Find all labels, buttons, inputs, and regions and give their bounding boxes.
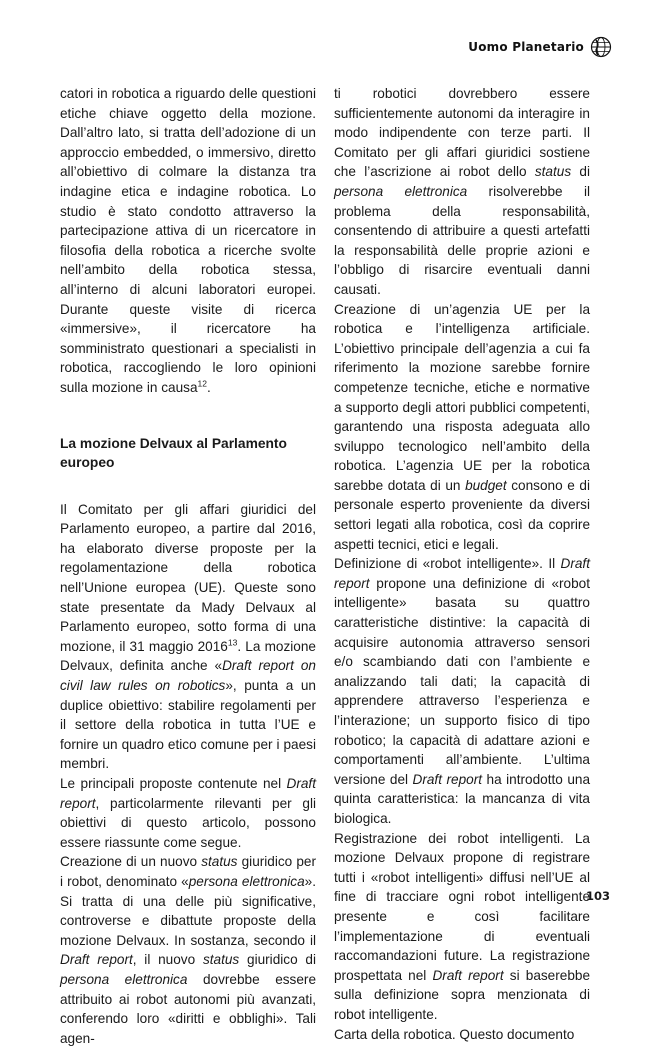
page-number: 103 bbox=[585, 889, 610, 903]
right-column bbox=[334, 84, 590, 1044]
paragraph: Il Comitato per gli affari giuridici del Parlamento europeo, a partire dal 2016, ha elaborato diverse proposte per la regolamentazione della robotica nell’Unione europea (UE). Queste sono state presentate da Mady Delvaux al Parlamento europeo, sotto forma di una mozione, il 31 maggio 2016$^{13}$. La mozione Delvaux, definita anche «Draft report on civil law rules on robotics», punta a un duplice obiettivo: stabilire regolamenti per il settore della robotica in tutta l’UE e fornire un quadro etico comune per i paesi membri. bbox=[60, 501, 316, 772]
running-header bbox=[468, 36, 612, 58]
globe-icon bbox=[590, 36, 612, 58]
paragraph: Carta della robotica. Questo documento bbox=[334, 1026, 575, 1042]
footnote-ref: 13 bbox=[227, 637, 238, 648]
left-column bbox=[60, 84, 316, 1048]
paragraph: catori in robotica a riguardo delle questioni etiche chiave oggetto della mozione. Dall’altro lato, si tratta dell’adozione di un approccio embedded, o immersivo, diretto all’obiettivo di colmare la distanza tra indagine etica e indagine robotica. Lo studio è stato condotto attraverso la partecipazione attiva di un ricercatore in filosofia della robotica a ricerche svolte nell’ambito della robotica stessa, all’interno di alcuni laboratori europei. Durante queste visite di ricerca «immersive», il ricercatore ha somministrato questionari a specialisti in robotica, raccogliendo le loro opinioni sulla mozione in causa$^{12}$. bbox=[60, 86, 316, 395]
running-header-title: Uomo Planetario bbox=[468, 40, 584, 54]
paragraph: Le principali proposte contenute nel Draft report, particolarmente rilevanti per gli obiettivi di questo articolo, possono essere riassunte come segue. bbox=[60, 776, 316, 850]
paragraph: Creazione di un’agenzia UE per la robotica e l’intelligenza artificiale. L’obiettivo principale dell’agenzia a cui fa riferimento la mozione sarebbe fornire competenze tecniche, etiche e normative a supporto degli attori pubblici competenti, garantendo una risposta adeguata allo sviluppo tecnologico nell’ambito della robotica. L’agenzia UE per la robotica sarebbe dotata di un budget consono e di personale esperto proveniente da diversi settori legati alla robotica, così da coprire aspetti tecnici, etici e legali. bbox=[334, 301, 590, 552]
paragraph: Registrazione dei robot intelligenti. La mozione Delvaux propone di registrare tutti i «robot intelligenti» diffusi nell’UE al fine di tracciare ogni robot intelligente presente e così facilitare l’implementazione di eventuali raccomandazioni future. La registrazione prospettata nel Draft report si baserebbe sulla definizione sopra menzionata di robot intelligente. bbox=[334, 830, 591, 1022]
section-heading: La mozione Delvaux al Parlamento europeo bbox=[60, 435, 287, 471]
paragraph: Creazione di un nuovo status giuridico per i robot, denominato «persona elettronica». Si tratta di una delle più significative, controverse e dibattute proposte della mozione Delvaux. In sostanza, secondo il Draft report, il nuovo status giuridico di persona elettronica dovrebbe essere attribuito ai robot autonomi più avanzati, conferendo loro «diritti e obblighi». Tali agen- bbox=[60, 854, 317, 1046]
paragraph: ti robotici dovrebbero essere sufficientemente autonomi da interagire in modo indipendente con terze parti. Il Comitato per gli affari giuridici sostiene che l’ascrizione ai robot dello status di persona elettronica risolverebbe il problema della responsabilità, consentendo di attribuire a questi artefatti la responsabilità delle proprie azioni e l’obbligo di risarcire eventuali danni causati. bbox=[334, 86, 591, 297]
paragraph: Definizione di «robot intelligente». Il Draft report propone una definizione di «robot intelligente» basata su quattro caratteristiche distintive: la capacità di acquisire autonomia attraverso sensori e/o scambiando dati con l’ambiente e analizzando tali dati; la capacità di apprendere attraverso l’esperienza e l’interazione; un supporto fisico di tipo robotico; la capacità di adattare azioni e comportamenti all’ambiente. L’ultima versione del Draft report ha introdotto una quinta caratteristica: la mancanza di vita biologica. bbox=[334, 556, 591, 826]
footnote-ref: 12 bbox=[197, 378, 207, 389]
